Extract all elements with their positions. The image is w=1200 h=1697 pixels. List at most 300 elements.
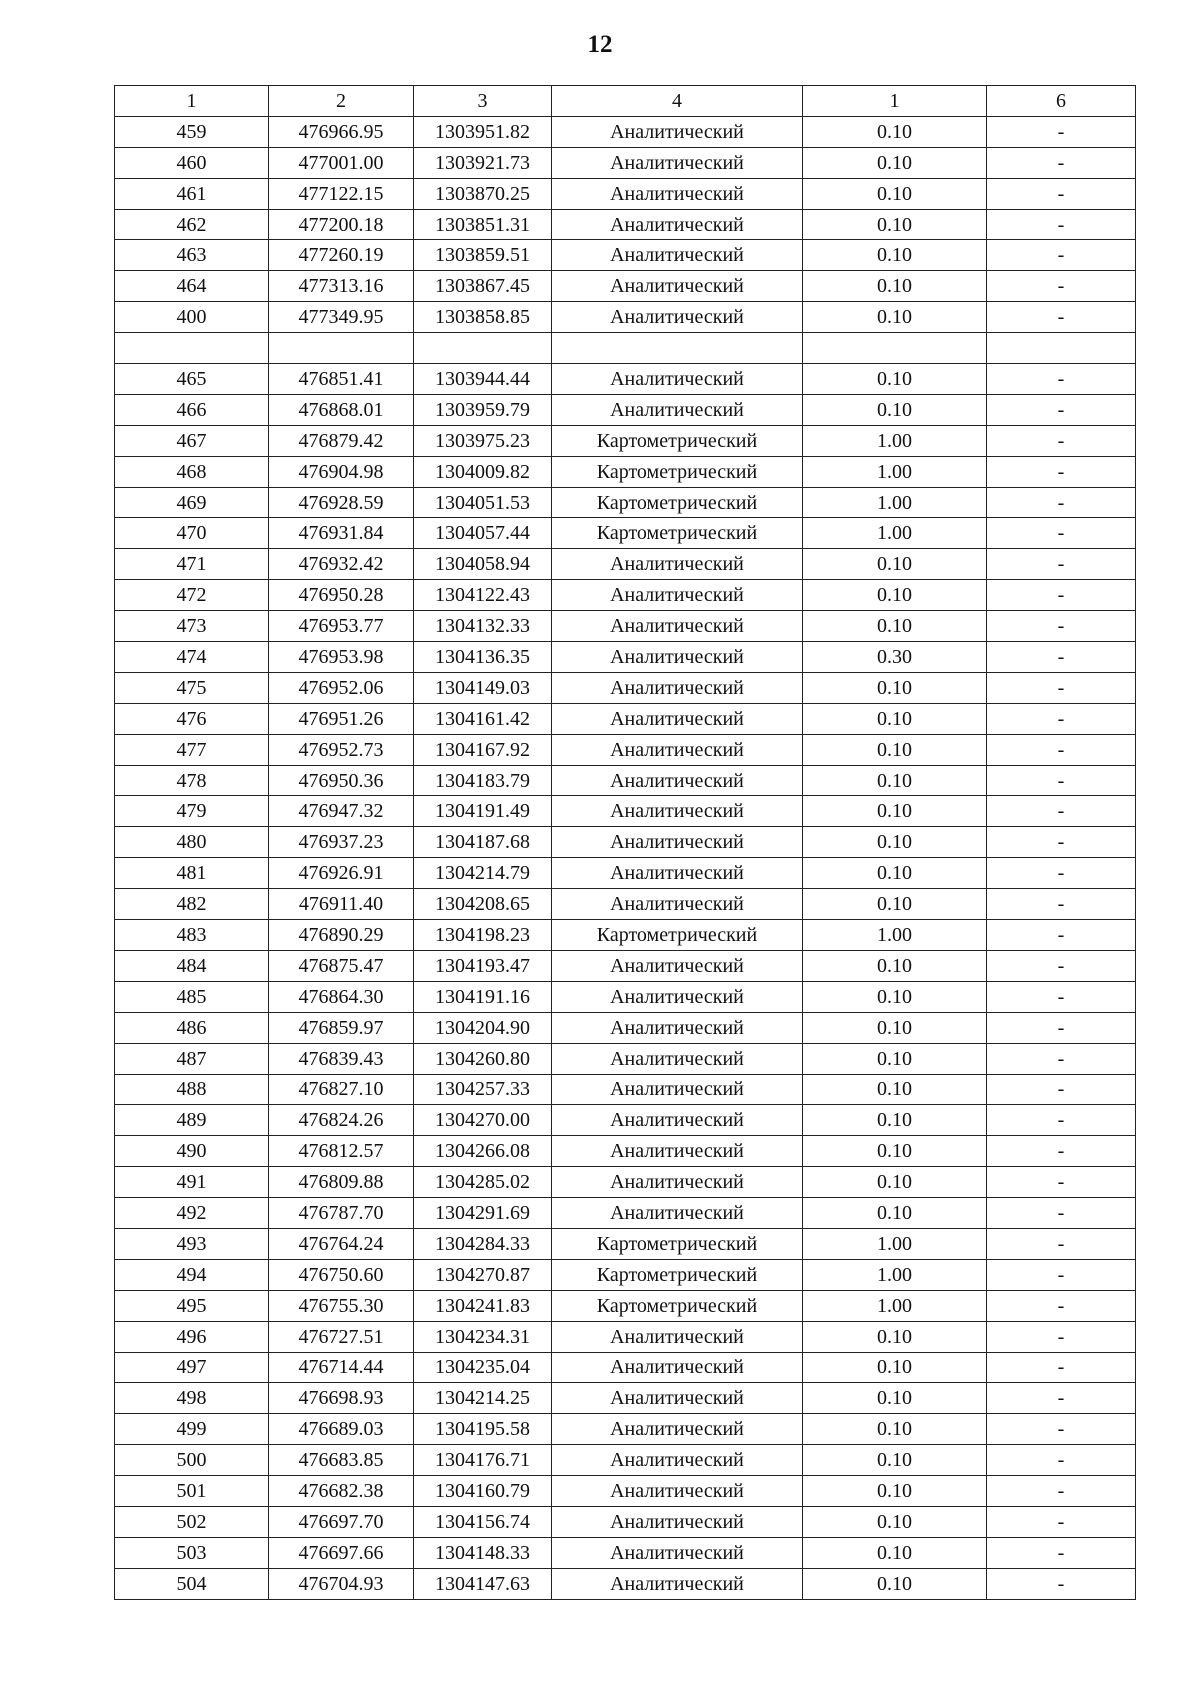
accuracy-cell: 0.10 — [803, 271, 987, 302]
x-coordinate-cell: 476911.40 — [269, 889, 414, 920]
table-row — [115, 611, 1136, 642]
description-cell: - — [987, 1074, 1136, 1105]
point-number-cell: 492 — [115, 1198, 269, 1229]
accuracy-cell: 1.00 — [803, 518, 987, 549]
accuracy-cell: 0.10 — [803, 1414, 987, 1445]
method-cell: Картометрический — [552, 456, 803, 487]
accuracy-cell: 0.10 — [803, 1506, 987, 1537]
table-row — [115, 240, 1136, 271]
x-coordinate-cell: 476926.91 — [269, 858, 414, 889]
description-cell: - — [987, 981, 1136, 1012]
table-row — [115, 487, 1136, 518]
method-cell: Аналитический — [552, 1167, 803, 1198]
accuracy-cell: 0.10 — [803, 1167, 987, 1198]
table-row — [115, 1105, 1136, 1136]
table-row — [115, 147, 1136, 178]
accuracy-cell: 0.10 — [803, 950, 987, 981]
table-row — [115, 1228, 1136, 1259]
accuracy-cell: 0.10 — [803, 1568, 987, 1599]
description-cell: - — [987, 1414, 1136, 1445]
y-coordinate-cell: 1304136.35 — [414, 642, 552, 673]
y-coordinate-cell: 1304291.69 — [414, 1198, 552, 1229]
point-number-cell: 498 — [115, 1383, 269, 1414]
x-coordinate-cell: 476683.85 — [269, 1445, 414, 1476]
y-coordinate-cell: 1304195.58 — [414, 1414, 552, 1445]
table-row — [115, 1383, 1136, 1414]
x-coordinate-cell: 476931.84 — [269, 518, 414, 549]
description-cell: - — [987, 1167, 1136, 1198]
method-cell: Аналитический — [552, 1476, 803, 1507]
y-coordinate-cell: 1304057.44 — [414, 518, 552, 549]
y-coordinate-cell: 1304051.53 — [414, 487, 552, 518]
method-cell: Аналитический — [552, 271, 803, 302]
method-cell: Аналитический — [552, 950, 803, 981]
accuracy-cell: 0.10 — [803, 116, 987, 147]
method-cell: Картометрический — [552, 1228, 803, 1259]
description-cell: - — [987, 302, 1136, 333]
x-coordinate-cell: 477313.16 — [269, 271, 414, 302]
point-number-cell: 462 — [115, 209, 269, 240]
point-number-cell: 502 — [115, 1506, 269, 1537]
description-cell: - — [987, 672, 1136, 703]
x-coordinate-cell: 476879.42 — [269, 425, 414, 456]
point-number-cell: 475 — [115, 672, 269, 703]
y-coordinate-cell: 1303858.85 — [414, 302, 552, 333]
point-number-cell: 499 — [115, 1414, 269, 1445]
y-coordinate-cell: 1304122.43 — [414, 580, 552, 611]
y-coordinate-cell: 1303959.79 — [414, 394, 552, 425]
table-row — [115, 642, 1136, 673]
point-number-cell: 485 — [115, 981, 269, 1012]
y-coordinate-cell: 1304176.71 — [414, 1445, 552, 1476]
accuracy-cell: 0.10 — [803, 1043, 987, 1074]
description-cell: - — [987, 394, 1136, 425]
y-coordinate-cell: 1304187.68 — [414, 827, 552, 858]
description-cell: - — [987, 920, 1136, 951]
method-cell: Аналитический — [552, 672, 803, 703]
method-cell: Аналитический — [552, 1012, 803, 1043]
method-cell: Аналитический — [552, 1537, 803, 1568]
description-cell: - — [987, 950, 1136, 981]
y-coordinate-cell: 1304167.92 — [414, 734, 552, 765]
x-coordinate-cell: 476697.70 — [269, 1506, 414, 1537]
x-coordinate-cell: 476868.01 — [269, 394, 414, 425]
x-coordinate-cell: 476904.98 — [269, 456, 414, 487]
point-number-cell: 470 — [115, 518, 269, 549]
description-cell: - — [987, 1043, 1136, 1074]
point-number-cell: 484 — [115, 950, 269, 981]
y-coordinate-cell: 1304214.25 — [414, 1383, 552, 1414]
table-row — [115, 796, 1136, 827]
description-cell: - — [987, 487, 1136, 518]
point-number-cell: 400 — [115, 302, 269, 333]
accuracy-cell: 0.10 — [803, 1136, 987, 1167]
accuracy-cell: 0.10 — [803, 1352, 987, 1383]
point-number-cell: 481 — [115, 858, 269, 889]
description-cell: - — [987, 1352, 1136, 1383]
point-number-cell: 482 — [115, 889, 269, 920]
x-coordinate-cell: 476689.03 — [269, 1414, 414, 1445]
description-cell: - — [987, 209, 1136, 240]
table-row — [115, 394, 1136, 425]
x-coordinate-cell: 476714.44 — [269, 1352, 414, 1383]
table-row — [115, 518, 1136, 549]
method-cell: Аналитический — [552, 642, 803, 673]
x-coordinate-cell: 476937.23 — [269, 827, 414, 858]
method-cell: Картометрический — [552, 1290, 803, 1321]
x-coordinate-cell: 476859.97 — [269, 1012, 414, 1043]
method-cell: Аналитический — [552, 549, 803, 580]
point-number-cell — [115, 333, 269, 364]
header-cell-col2: 2 — [269, 86, 414, 117]
point-number-cell: 483 — [115, 920, 269, 951]
x-coordinate-cell: 476704.93 — [269, 1568, 414, 1599]
description-cell: - — [987, 178, 1136, 209]
point-number-cell: 497 — [115, 1352, 269, 1383]
accuracy-cell: 0.10 — [803, 302, 987, 333]
point-number-cell: 467 — [115, 425, 269, 456]
table-row — [115, 703, 1136, 734]
accuracy-cell: 0.10 — [803, 796, 987, 827]
accuracy-cell: 0.10 — [803, 1537, 987, 1568]
accuracy-cell: 0.10 — [803, 1074, 987, 1105]
y-coordinate-cell: 1304257.33 — [414, 1074, 552, 1105]
method-cell: Картометрический — [552, 1259, 803, 1290]
table-row — [115, 1198, 1136, 1229]
table-row — [115, 1136, 1136, 1167]
header-cell-col1: 1 — [115, 86, 269, 117]
table-row — [115, 1506, 1136, 1537]
table-row — [115, 1290, 1136, 1321]
y-coordinate-cell: 1303867.45 — [414, 271, 552, 302]
method-cell: Аналитический — [552, 580, 803, 611]
accuracy-cell: 0.10 — [803, 1445, 987, 1476]
method-cell: Аналитический — [552, 240, 803, 271]
x-coordinate-cell: 476950.36 — [269, 765, 414, 796]
y-coordinate-cell — [414, 333, 552, 364]
y-coordinate-cell: 1304270.87 — [414, 1259, 552, 1290]
y-coordinate-cell: 1303944.44 — [414, 364, 552, 395]
description-cell: - — [987, 1228, 1136, 1259]
description-cell: - — [987, 765, 1136, 796]
table-row — [115, 178, 1136, 209]
y-coordinate-cell: 1304234.31 — [414, 1321, 552, 1352]
x-coordinate-cell: 476824.26 — [269, 1105, 414, 1136]
y-coordinate-cell: 1304191.16 — [414, 981, 552, 1012]
x-coordinate-cell: 476966.95 — [269, 116, 414, 147]
description-cell: - — [987, 580, 1136, 611]
x-coordinate-cell: 476928.59 — [269, 487, 414, 518]
table-row — [115, 765, 1136, 796]
description-cell: - — [987, 611, 1136, 642]
table-row — [115, 889, 1136, 920]
point-number-cell: 478 — [115, 765, 269, 796]
point-number-cell: 477 — [115, 734, 269, 765]
accuracy-cell: 0.10 — [803, 1198, 987, 1229]
table-row — [115, 981, 1136, 1012]
table-row — [115, 1167, 1136, 1198]
accuracy-cell: 0.10 — [803, 827, 987, 858]
table-row — [115, 425, 1136, 456]
table-row — [115, 1259, 1136, 1290]
accuracy-cell: 1.00 — [803, 487, 987, 518]
y-coordinate-cell: 1303851.31 — [414, 209, 552, 240]
x-coordinate-cell: 476839.43 — [269, 1043, 414, 1074]
method-cell: Аналитический — [552, 1506, 803, 1537]
accuracy-cell: 0.10 — [803, 703, 987, 734]
table-row — [115, 1476, 1136, 1507]
y-coordinate-cell: 1304149.03 — [414, 672, 552, 703]
method-cell: Аналитический — [552, 147, 803, 178]
description-cell: - — [987, 1105, 1136, 1136]
y-coordinate-cell: 1303975.23 — [414, 425, 552, 456]
accuracy-cell: 0.10 — [803, 240, 987, 271]
x-coordinate-cell: 476875.47 — [269, 950, 414, 981]
page-number: 12 — [587, 31, 613, 58]
x-coordinate-cell: 476851.41 — [269, 364, 414, 395]
method-cell: Аналитический — [552, 1198, 803, 1229]
description-cell: - — [987, 889, 1136, 920]
y-coordinate-cell: 1304260.80 — [414, 1043, 552, 1074]
y-coordinate-cell: 1304204.90 — [414, 1012, 552, 1043]
method-cell: Аналитический — [552, 765, 803, 796]
accuracy-cell: 0.10 — [803, 580, 987, 611]
x-coordinate-cell: 477200.18 — [269, 209, 414, 240]
table-row — [115, 1012, 1136, 1043]
method-cell: Аналитический — [552, 827, 803, 858]
x-coordinate-cell: 476787.70 — [269, 1198, 414, 1229]
description-cell: - — [987, 734, 1136, 765]
method-cell: Аналитический — [552, 116, 803, 147]
table-row — [115, 209, 1136, 240]
table-row — [115, 734, 1136, 765]
accuracy-cell — [803, 333, 987, 364]
y-coordinate-cell: 1304148.33 — [414, 1537, 552, 1568]
y-coordinate-cell: 1304270.00 — [414, 1105, 552, 1136]
point-number-cell: 495 — [115, 1290, 269, 1321]
x-coordinate-cell: 476809.88 — [269, 1167, 414, 1198]
y-coordinate-cell: 1304147.63 — [414, 1568, 552, 1599]
accuracy-cell: 0.30 — [803, 642, 987, 673]
point-number-cell: 460 — [115, 147, 269, 178]
method-cell: Аналитический — [552, 394, 803, 425]
y-coordinate-cell: 1303859.51 — [414, 240, 552, 271]
point-number-cell: 488 — [115, 1074, 269, 1105]
accuracy-cell: 0.10 — [803, 1012, 987, 1043]
method-cell: Аналитический — [552, 796, 803, 827]
table-row — [115, 271, 1136, 302]
method-cell: Картометрический — [552, 487, 803, 518]
table-row — [115, 1568, 1136, 1599]
point-number-cell: 491 — [115, 1167, 269, 1198]
y-coordinate-cell: 1304198.23 — [414, 920, 552, 951]
x-coordinate-cell: 476827.10 — [269, 1074, 414, 1105]
description-cell: - — [987, 1012, 1136, 1043]
description-cell: - — [987, 1476, 1136, 1507]
method-cell: Аналитический — [552, 611, 803, 642]
x-coordinate-cell: 476698.93 — [269, 1383, 414, 1414]
coordinates-table — [114, 85, 1136, 1600]
y-coordinate-cell: 1304156.74 — [414, 1506, 552, 1537]
table-row — [115, 333, 1136, 364]
y-coordinate-cell: 1303870.25 — [414, 178, 552, 209]
method-cell: Аналитический — [552, 1074, 803, 1105]
point-number-cell: 463 — [115, 240, 269, 271]
table-row — [115, 1537, 1136, 1568]
table-row — [115, 456, 1136, 487]
x-coordinate-cell: 476682.38 — [269, 1476, 414, 1507]
accuracy-cell: 1.00 — [803, 456, 987, 487]
accuracy-cell: 0.10 — [803, 734, 987, 765]
point-number-cell: 469 — [115, 487, 269, 518]
header-cell-col6: 6 — [987, 86, 1136, 117]
x-coordinate-cell: 476950.28 — [269, 580, 414, 611]
point-number-cell: 472 — [115, 580, 269, 611]
point-number-cell: 500 — [115, 1445, 269, 1476]
point-number-cell: 489 — [115, 1105, 269, 1136]
point-number-cell: 501 — [115, 1476, 269, 1507]
y-coordinate-cell: 1304208.65 — [414, 889, 552, 920]
x-coordinate-cell: 476953.77 — [269, 611, 414, 642]
point-number-cell: 466 — [115, 394, 269, 425]
y-coordinate-cell: 1304161.42 — [414, 703, 552, 734]
accuracy-cell: 0.10 — [803, 672, 987, 703]
y-coordinate-cell: 1304241.83 — [414, 1290, 552, 1321]
point-number-cell: 474 — [115, 642, 269, 673]
method-cell: Картометрический — [552, 425, 803, 456]
description-cell: - — [987, 703, 1136, 734]
description-cell: - — [987, 1445, 1136, 1476]
description-cell: - — [987, 271, 1136, 302]
point-number-cell: 476 — [115, 703, 269, 734]
table-header — [115, 86, 1136, 117]
point-number-cell: 459 — [115, 116, 269, 147]
accuracy-cell: 1.00 — [803, 1290, 987, 1321]
accuracy-cell: 1.00 — [803, 1259, 987, 1290]
x-coordinate-cell: 476952.73 — [269, 734, 414, 765]
table-row — [115, 1352, 1136, 1383]
description-cell: - — [987, 456, 1136, 487]
point-number-cell: 464 — [115, 271, 269, 302]
y-coordinate-cell: 1304285.02 — [414, 1167, 552, 1198]
y-coordinate-cell: 1304009.82 — [414, 456, 552, 487]
table-row — [115, 1074, 1136, 1105]
accuracy-cell: 0.10 — [803, 147, 987, 178]
method-cell: Аналитический — [552, 858, 803, 889]
point-number-cell: 468 — [115, 456, 269, 487]
description-cell: - — [987, 147, 1136, 178]
method-cell: Аналитический — [552, 703, 803, 734]
table-row — [115, 827, 1136, 858]
table-row — [115, 858, 1136, 889]
method-cell: Картометрический — [552, 518, 803, 549]
method-cell: Картометрический — [552, 920, 803, 951]
accuracy-cell: 1.00 — [803, 920, 987, 951]
description-cell: - — [987, 1568, 1136, 1599]
description-cell: - — [987, 642, 1136, 673]
x-coordinate-cell: 476812.57 — [269, 1136, 414, 1167]
table-row — [115, 549, 1136, 580]
table-body — [115, 116, 1136, 1599]
table-row — [115, 116, 1136, 147]
accuracy-cell: 0.10 — [803, 1321, 987, 1352]
point-number-cell: 487 — [115, 1043, 269, 1074]
method-cell: Аналитический — [552, 178, 803, 209]
description-cell: - — [987, 1136, 1136, 1167]
y-coordinate-cell: 1304266.08 — [414, 1136, 552, 1167]
point-number-cell: 494 — [115, 1259, 269, 1290]
x-coordinate-cell: 477001.00 — [269, 147, 414, 178]
table-row — [115, 1043, 1136, 1074]
x-coordinate-cell: 476951.26 — [269, 703, 414, 734]
y-coordinate-cell: 1303921.73 — [414, 147, 552, 178]
x-coordinate-cell — [269, 333, 414, 364]
accuracy-cell: 0.10 — [803, 1476, 987, 1507]
description-cell: - — [987, 858, 1136, 889]
accuracy-cell: 0.10 — [803, 1105, 987, 1136]
table-row — [115, 1445, 1136, 1476]
x-coordinate-cell: 476727.51 — [269, 1321, 414, 1352]
accuracy-cell: 0.10 — [803, 364, 987, 395]
description-cell: - — [987, 1506, 1136, 1537]
y-coordinate-cell: 1304132.33 — [414, 611, 552, 642]
description-cell: - — [987, 240, 1136, 271]
point-number-cell: 490 — [115, 1136, 269, 1167]
x-coordinate-cell: 476952.06 — [269, 672, 414, 703]
x-coordinate-cell: 476864.30 — [269, 981, 414, 1012]
method-cell: Аналитический — [552, 734, 803, 765]
accuracy-cell: 0.10 — [803, 1383, 987, 1414]
x-coordinate-cell: 476764.24 — [269, 1228, 414, 1259]
y-coordinate-cell: 1304191.49 — [414, 796, 552, 827]
header-cell-col4: 4 — [552, 86, 803, 117]
method-cell: Аналитический — [552, 209, 803, 240]
accuracy-cell: 0.10 — [803, 765, 987, 796]
y-coordinate-cell: 1304214.79 — [414, 858, 552, 889]
accuracy-cell: 0.10 — [803, 549, 987, 580]
point-number-cell: 479 — [115, 796, 269, 827]
table-row — [115, 920, 1136, 951]
description-cell: - — [987, 549, 1136, 580]
x-coordinate-cell: 477349.95 — [269, 302, 414, 333]
method-cell: Аналитический — [552, 1414, 803, 1445]
table-row — [115, 950, 1136, 981]
method-cell: Аналитический — [552, 1136, 803, 1167]
x-coordinate-cell: 476697.66 — [269, 1537, 414, 1568]
y-coordinate-cell: 1304160.79 — [414, 1476, 552, 1507]
description-cell: - — [987, 796, 1136, 827]
method-cell: Аналитический — [552, 1445, 803, 1476]
x-coordinate-cell: 477122.15 — [269, 178, 414, 209]
header-cell-col5: 1 — [803, 86, 987, 117]
accuracy-cell: 0.10 — [803, 611, 987, 642]
method-cell: Аналитический — [552, 302, 803, 333]
method-cell: Аналитический — [552, 1105, 803, 1136]
description-cell: - — [987, 1537, 1136, 1568]
accuracy-cell: 0.10 — [803, 209, 987, 240]
description-cell: - — [987, 1259, 1136, 1290]
header-row — [115, 86, 1136, 117]
table-row — [115, 580, 1136, 611]
description-cell: - — [987, 1290, 1136, 1321]
x-coordinate-cell: 476953.98 — [269, 642, 414, 673]
table-row — [115, 302, 1136, 333]
accuracy-cell: 1.00 — [803, 425, 987, 456]
accuracy-cell: 0.10 — [803, 858, 987, 889]
x-coordinate-cell: 476750.60 — [269, 1259, 414, 1290]
y-coordinate-cell: 1304183.79 — [414, 765, 552, 796]
point-number-cell: 461 — [115, 178, 269, 209]
